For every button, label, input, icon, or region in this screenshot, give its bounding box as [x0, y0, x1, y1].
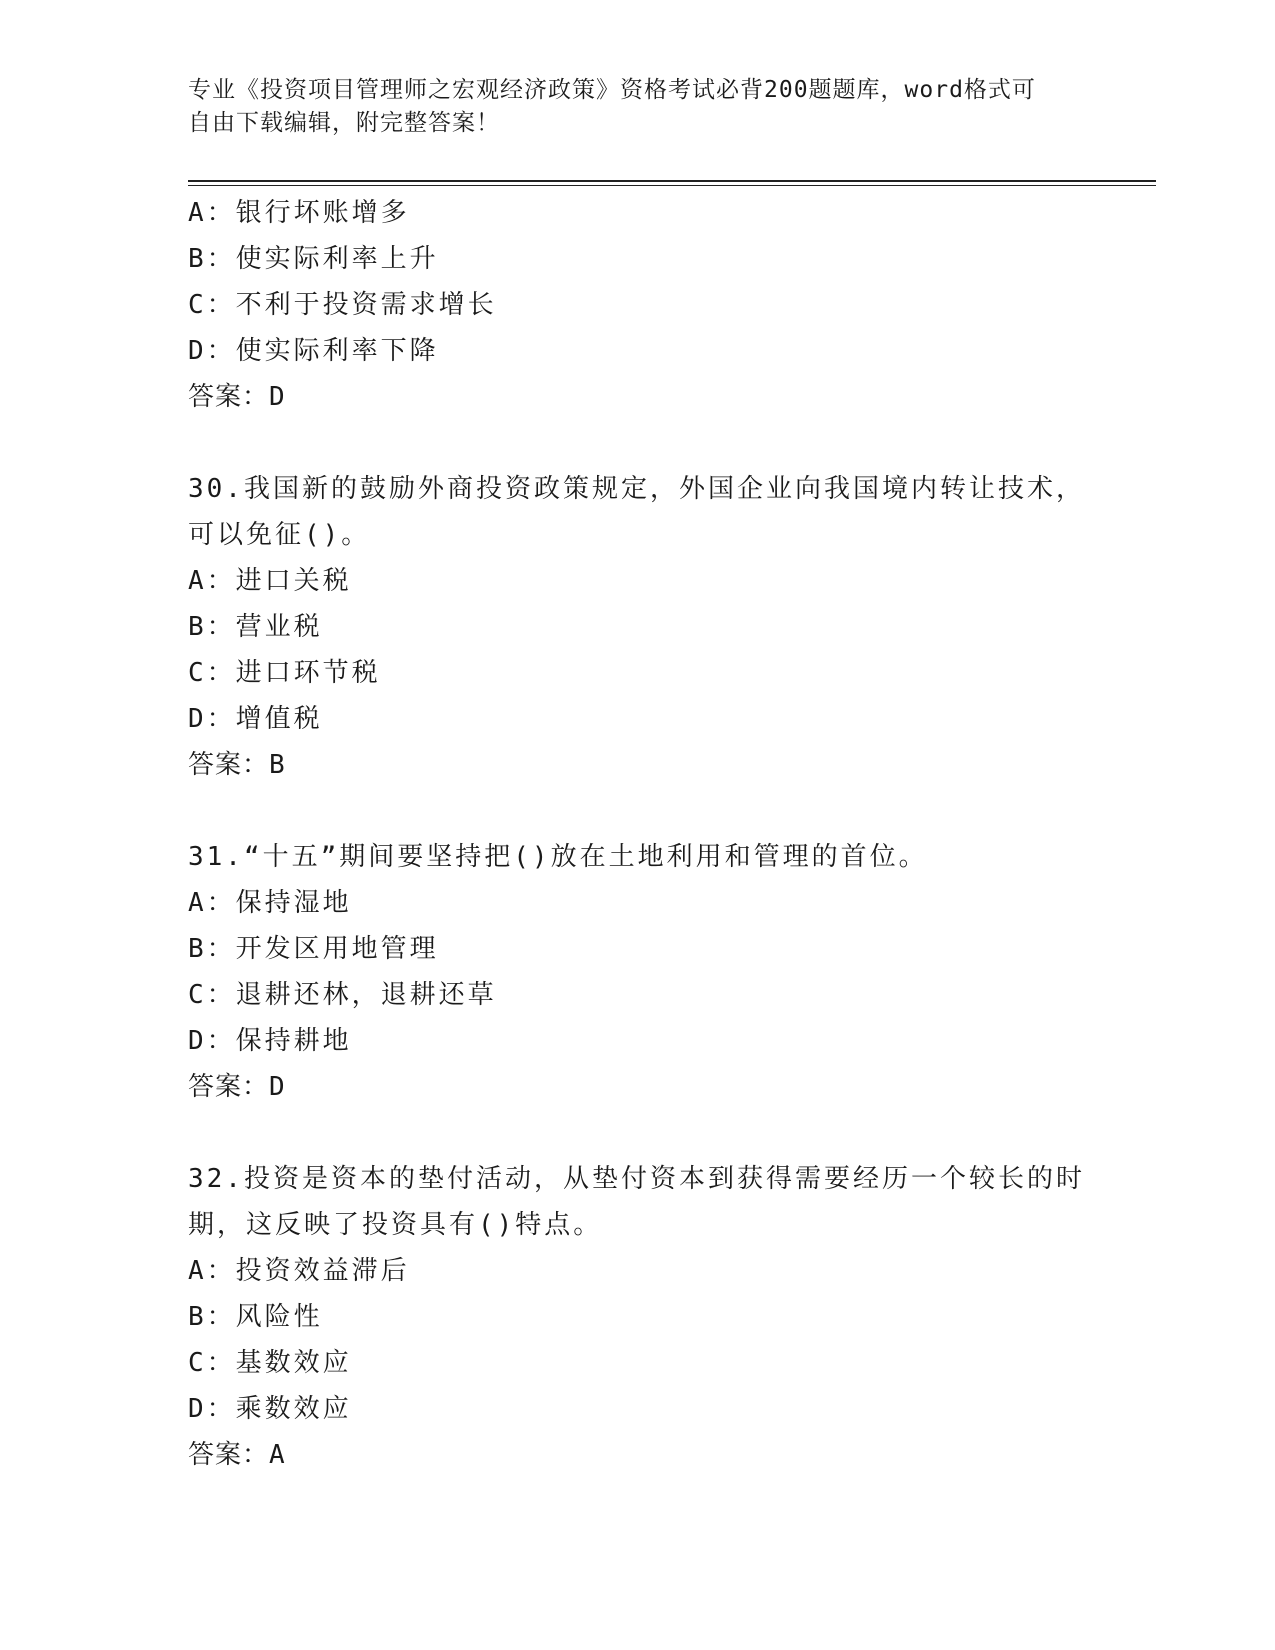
option-b: B：开发区用地管理: [188, 934, 439, 964]
option-c: C：进口环节税: [188, 658, 381, 688]
question-stem-line-2: 可以免征()。: [188, 520, 371, 550]
answer-line: 答案：B: [188, 750, 286, 780]
question-31: [188, 834, 1108, 1110]
option-d: D：增值税: [188, 704, 323, 734]
option-b: B：营业税: [188, 612, 323, 642]
spacer: [188, 788, 1108, 834]
option-d: D：保持耕地: [188, 1026, 352, 1056]
question-stem-line-2: 期，这反映了投资具有()特点。: [188, 1210, 603, 1240]
option-a: A：保持湿地: [188, 888, 352, 918]
option-a: A：进口关税: [188, 566, 352, 596]
option-a: A：银行坏账增多: [188, 198, 410, 228]
question-29: [188, 190, 1108, 420]
option-d: D：使实际利率下降: [188, 336, 439, 366]
header-line-1: 专业《投资项目管理师之宏观经济政策》资格考试必背200题题库，word格式可: [188, 77, 1036, 103]
option-b: B：使实际利率上升: [188, 244, 439, 274]
question-30: [188, 466, 1108, 788]
answer-line: 答案：A: [188, 1440, 286, 1470]
question-stem-line-1: 31.“十五”期间要坚持把()放在土地利用和管理的首位。: [188, 842, 928, 872]
question-list: [188, 190, 1108, 1478]
option-c: C：基数效应: [188, 1348, 352, 1378]
option-c: C：退耕还林，退耕还草: [188, 980, 497, 1010]
header-rule-thin: [188, 185, 1156, 186]
answer-line: 答案：D: [188, 382, 286, 412]
option-d: D：乘数效应: [188, 1394, 352, 1424]
question-stem-line-1: 30.我国新的鼓励外商投资政策规定，外国企业向我国境内转让技术，: [188, 474, 1085, 504]
header-line-2: 自由下载编辑，附完整答案！: [188, 110, 500, 136]
option-a: A：投资效益滞后: [188, 1256, 410, 1286]
option-c: C：不利于投资需求增长: [188, 290, 497, 320]
spacer: [188, 1110, 1108, 1156]
document-header: [188, 74, 1088, 140]
spacer: [188, 420, 1108, 466]
question-stem-line-1: 32.投资是资本的垫付活动，从垫付资本到获得需要经历一个较长的时: [188, 1164, 1085, 1194]
header-rule-thick: [188, 180, 1156, 182]
option-b: B：风险性: [188, 1302, 323, 1332]
answer-line: 答案：D: [188, 1072, 286, 1102]
question-32: [188, 1156, 1108, 1478]
